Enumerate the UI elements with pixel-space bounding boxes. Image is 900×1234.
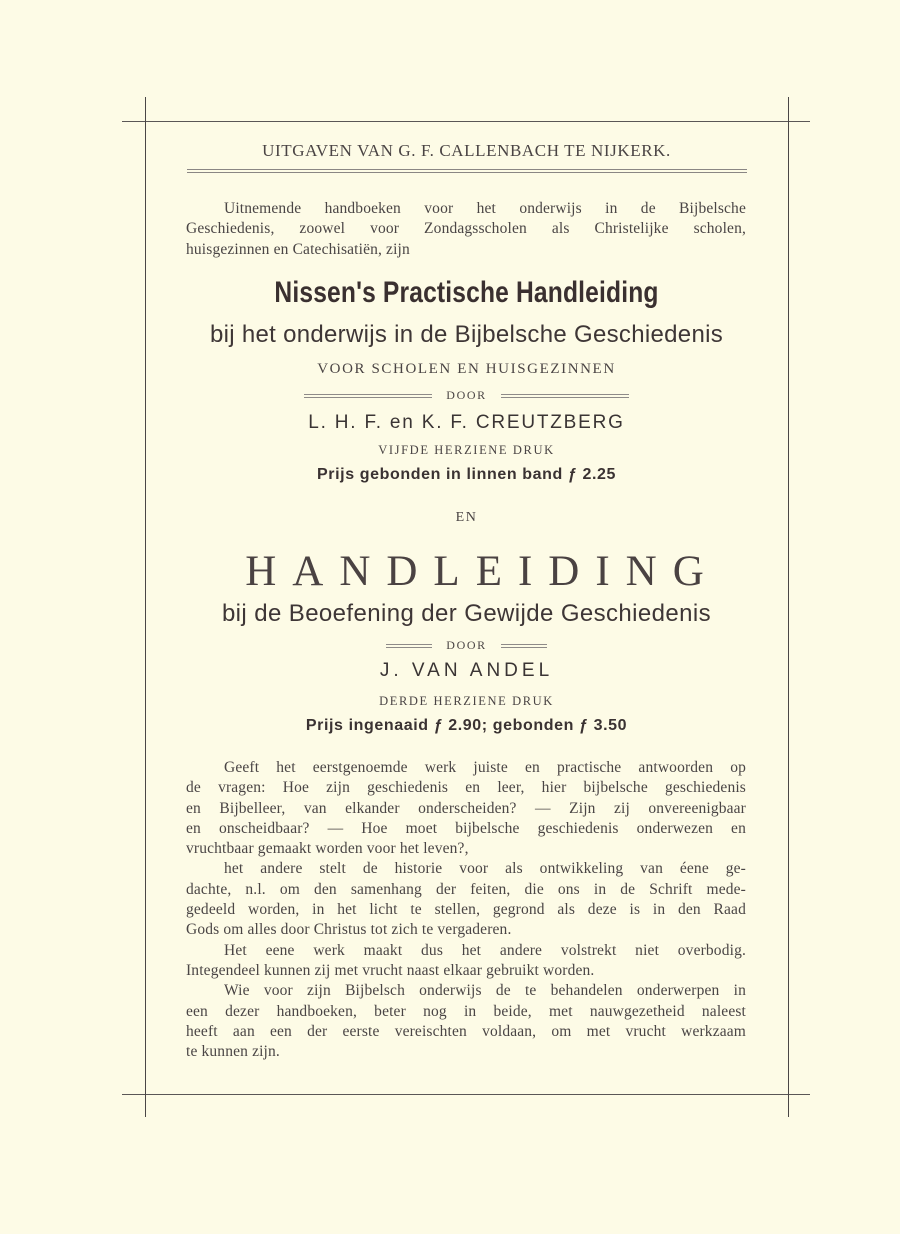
book1-title: Nissen's Practische Handleiding [274, 276, 659, 309]
book1-door-row [145, 388, 788, 403]
body-paragraph [186, 758, 746, 1062]
body-line: heeft aan een der eerste vereischten voldaan, om met vrucht werkzaam [186, 1022, 746, 1040]
book2-subtitle: bij de Beoefening der Gewijde Geschiedenis [221, 600, 712, 627]
book2-title: HANDLEIDING [245, 548, 720, 595]
intro-paragraph [186, 199, 746, 260]
frame-top-rule [122, 121, 810, 122]
publisher-header: UITGAVEN VAN G. F. CALLENBACH TE NIJKERK. [262, 141, 671, 160]
header-double-rule [187, 169, 747, 173]
book1-door: DOOR [446, 388, 487, 402]
body-line: Het eene werk maakt dus het andere volstrekt niet overbodig. [224, 941, 746, 959]
door-rule-left [386, 644, 432, 648]
intro-line: huisgezinnen en Catechisatiën, zijn [186, 240, 410, 258]
conjunction-en: EN [455, 510, 478, 525]
frame-right-rule [788, 97, 789, 1117]
book2-edition: DERDE HERZIENE DRUK [379, 694, 554, 708]
intro-line: Uitnemende handboeken voor het onderwijs in de Bijbelsche [224, 200, 746, 217]
body-line: Gods om alles door Christus tot zich te vergaderen. [186, 921, 512, 939]
book1-audience: VOOR SCHOLEN EN HUISGEZINNEN [317, 361, 616, 377]
body-line: dachte, n.l. om den samenhang der feiten, die ons in de Schrift mede- [186, 880, 746, 898]
body-line: Geeft het eerstgenoemde werk juiste en practische antwoorden op [224, 759, 746, 776]
door-rule-right [501, 394, 629, 398]
body-line: een dezer handboeken, beter nog in beide, met nauwgezetheid naleest [186, 1002, 746, 1020]
book1-authors: L. H. F. en K. F. CREUTZBERG [308, 412, 625, 433]
book1-price: Prijs gebonden in linnen band ƒ 2.25 [317, 466, 616, 483]
body-line: de vragen: Hoe zijn geschiedenis en leer, hier bijbelsche geschiedenis [186, 779, 746, 797]
body-line: Integendeel kunnen zij met vrucht naast elkaar gebruikt worden. [186, 961, 595, 979]
book1-edition: VIJFDE HERZIENE DRUK [378, 443, 555, 457]
book2-door-row [145, 638, 788, 653]
door-rule-right [501, 644, 547, 648]
intro-line: Geschiedenis, zoowel voor Zondagsscholen als Christelijke scholen, [186, 220, 746, 238]
body-line: gedeeld worden, in het licht te stellen, gegrond als deze is in den Raad [186, 901, 746, 919]
body-line: te kunnen zijn. [186, 1043, 280, 1061]
body-line: Wie voor zijn Bijbelsch onderwijs de te behandelen onderwerpen in [224, 982, 746, 1000]
body-line: het andere stelt de historie voor als ontwikkeling van éene ge- [224, 860, 746, 878]
book2-door: DOOR [446, 638, 487, 652]
book2-author: J. VAN ANDEL [379, 660, 554, 681]
body-line: en onscheidbaar? — Hoe moet bijbelsche geschiedenis onderwezen en [186, 819, 746, 837]
body-line: vruchtbaar gemaakt worden voor het leven?, [186, 840, 469, 858]
book1-subtitle: bij het onderwijs in de Bijbelsche Geschiedenis [209, 321, 724, 348]
body-line: en Bijbelleer, van elkander onderscheiden? — Zijn zij onvereenigbaar [186, 799, 746, 817]
frame-bottom-rule [122, 1094, 810, 1095]
door-rule-left [304, 394, 432, 398]
book2-price: Prijs ingenaaid ƒ 2.90; gebonden ƒ 3.50 [305, 717, 628, 734]
